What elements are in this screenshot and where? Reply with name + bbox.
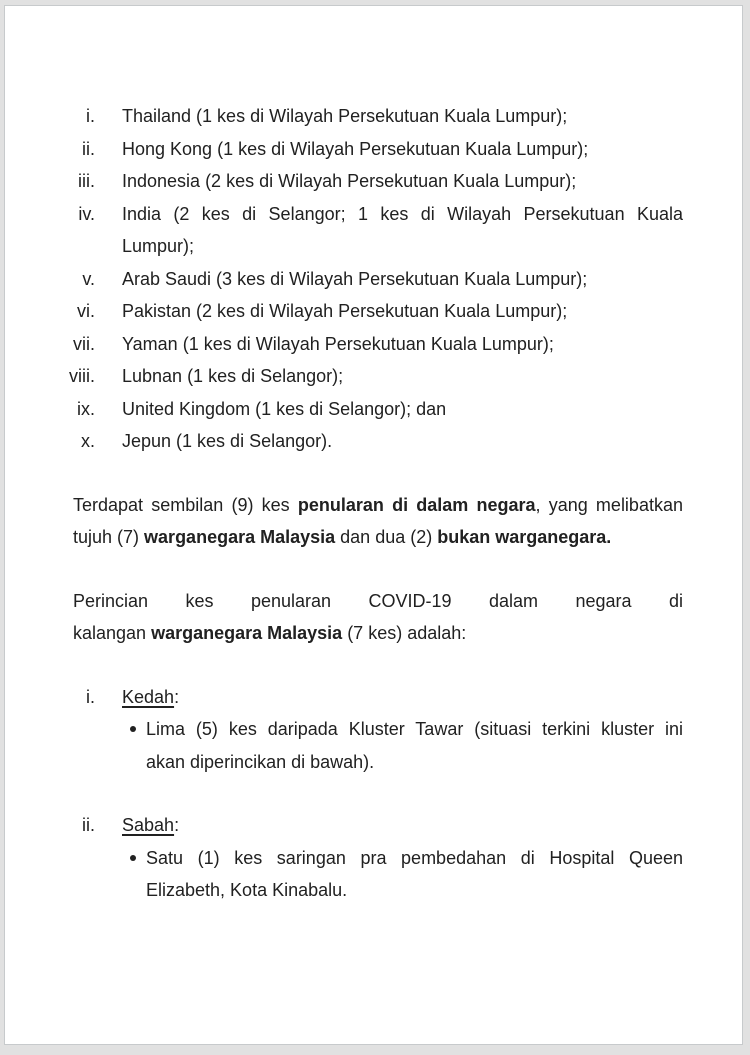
text-segment: Satu (1) kes saringan pra pembedahan di Hospital Queen bbox=[146, 847, 683, 868]
text-line bbox=[122, 230, 683, 263]
list-numeral: viii. bbox=[69, 366, 95, 386]
bullet-item bbox=[129, 713, 683, 778]
text-segment: Lubnan (1 kes di Selangor); bbox=[122, 366, 344, 386]
text-line bbox=[73, 521, 683, 554]
list-item-text bbox=[122, 165, 683, 198]
list-item-text bbox=[122, 681, 683, 714]
text-segment: Yaman (1 kes di Wilayah Persekutuan Kuala Lumpur); bbox=[122, 333, 554, 354]
list-numeral: iv. bbox=[78, 203, 95, 224]
text-line bbox=[146, 713, 683, 746]
bold-text: bukan warganegara. bbox=[437, 527, 612, 547]
text-line bbox=[122, 328, 683, 361]
text-line bbox=[122, 295, 683, 328]
list-numeral: iii. bbox=[78, 171, 95, 191]
text-line bbox=[73, 585, 683, 618]
imported-cases-list bbox=[62, 100, 683, 458]
text-line bbox=[122, 809, 683, 842]
text-line bbox=[73, 489, 683, 522]
bold-text: warganegara Malaysia bbox=[144, 527, 336, 547]
state-breakdown-list bbox=[62, 681, 683, 907]
list-item-text bbox=[122, 295, 683, 328]
text-line bbox=[122, 165, 683, 198]
list-item-country-3 bbox=[62, 165, 683, 198]
list-numeral: x. bbox=[80, 431, 95, 451]
bullet-dot-icon bbox=[129, 713, 146, 746]
list-item-country-6 bbox=[62, 295, 683, 328]
text-line bbox=[122, 133, 683, 166]
list-item-country-8 bbox=[62, 360, 683, 393]
bold-text: warganegara Malaysia bbox=[151, 623, 343, 643]
text-line bbox=[146, 746, 683, 779]
list-numeral: v. bbox=[82, 268, 95, 289]
text-segment: Perincian kes penularan COVID-19 dalam negara di bbox=[73, 590, 683, 611]
text-segment: Terdapat sembilan (9) kes bbox=[73, 494, 298, 515]
list-item-country-9 bbox=[62, 393, 683, 426]
list-item-country-7 bbox=[62, 328, 683, 361]
list-item-text bbox=[122, 328, 683, 361]
text-line bbox=[122, 198, 683, 231]
list-numeral: ix. bbox=[77, 398, 95, 419]
document-content bbox=[62, 100, 683, 907]
text-line bbox=[122, 393, 683, 426]
text-segment: : bbox=[174, 815, 180, 835]
text-line bbox=[122, 263, 683, 296]
text-segment: kalangan bbox=[73, 623, 152, 643]
document-page bbox=[4, 5, 743, 1045]
bullet-dot-icon bbox=[129, 842, 146, 875]
paragraph-1 bbox=[73, 489, 683, 554]
text-segment: , yang melibatkan bbox=[535, 494, 683, 515]
text-segment: Hong Kong (1 kes di Wilayah Persekutuan Kuala Lumpur); bbox=[122, 138, 589, 159]
text-segment: Indonesia (2 kes di Wilayah Persekutuan Kuala Lumpur); bbox=[122, 171, 577, 191]
text-segment: Pakistan (2 kes di Wilayah Persekutuan Kuala Lumpur); bbox=[122, 301, 568, 321]
list-item-text bbox=[122, 198, 683, 263]
list-numeral: i. bbox=[86, 106, 95, 126]
list-item-country-2 bbox=[62, 133, 683, 166]
list-item-text bbox=[122, 263, 683, 296]
list-numeral: ii. bbox=[82, 138, 95, 159]
list-numeral: vi. bbox=[77, 301, 95, 321]
text-segment: akan diperincikan di bawah). bbox=[146, 751, 375, 772]
list-item-text bbox=[122, 425, 683, 458]
list-numeral: ii. bbox=[82, 815, 95, 835]
text-segment: tujuh (7) bbox=[73, 527, 145, 547]
text-segment: (7 kes) adalah: bbox=[342, 623, 467, 643]
list-numeral: i. bbox=[86, 686, 95, 707]
list-item-country-1 bbox=[62, 100, 683, 133]
list-item-text bbox=[122, 360, 683, 393]
list-item-state-heading-2 bbox=[62, 809, 683, 842]
text-segment: Arab Saudi (3 kes di Wilayah Persekutuan Kuala Lumpur); bbox=[122, 268, 588, 289]
summary-paragraphs bbox=[62, 489, 683, 650]
underlined-text: Sabah bbox=[122, 815, 175, 835]
list-item-country-5 bbox=[62, 263, 683, 296]
text-segment: Elizabeth, Kota Kinabalu. bbox=[146, 880, 348, 900]
list-item-text bbox=[122, 393, 683, 426]
list-item-country-4 bbox=[62, 198, 683, 263]
text-line bbox=[122, 681, 683, 714]
text-segment: India (2 kes di Selangor; 1 kes di Wilayah Persekutuan Kuala bbox=[122, 203, 683, 224]
list-item-text bbox=[122, 809, 683, 842]
bullet-text bbox=[146, 713, 683, 778]
text-segment: Lumpur); bbox=[122, 236, 195, 256]
list-item-text bbox=[122, 133, 683, 166]
list-numeral: vii. bbox=[73, 333, 95, 354]
list-item-country-10 bbox=[62, 425, 683, 458]
paragraph-2 bbox=[73, 585, 683, 650]
state-item-1 bbox=[62, 681, 683, 779]
list-item-state-heading-1 bbox=[62, 681, 683, 714]
bullet-item bbox=[129, 842, 683, 907]
text-segment: Lima (5) kes daripada Kluster Tawar (situasi terkini kluster ini bbox=[146, 719, 683, 739]
state-item-2 bbox=[62, 809, 683, 907]
text-segment: United Kingdom (1 kes di Selangor); dan bbox=[122, 398, 447, 419]
text-line bbox=[73, 617, 683, 650]
text-line bbox=[122, 100, 683, 133]
text-line bbox=[146, 842, 683, 875]
text-line bbox=[122, 360, 683, 393]
text-segment: : bbox=[174, 686, 180, 707]
bold-text: penularan di dalam negara bbox=[297, 494, 536, 515]
text-segment: Jepun (1 kes di Selangor). bbox=[122, 431, 333, 451]
text-segment: dan dua (2) bbox=[335, 527, 438, 547]
underlined-text: Kedah bbox=[122, 686, 175, 707]
text-segment: Thailand (1 kes di Wilayah Persekutuan Kuala Lumpur); bbox=[122, 106, 568, 126]
list-item-text bbox=[122, 100, 683, 133]
text-line bbox=[122, 425, 683, 458]
text-line bbox=[146, 874, 683, 907]
bullet-text bbox=[146, 842, 683, 907]
